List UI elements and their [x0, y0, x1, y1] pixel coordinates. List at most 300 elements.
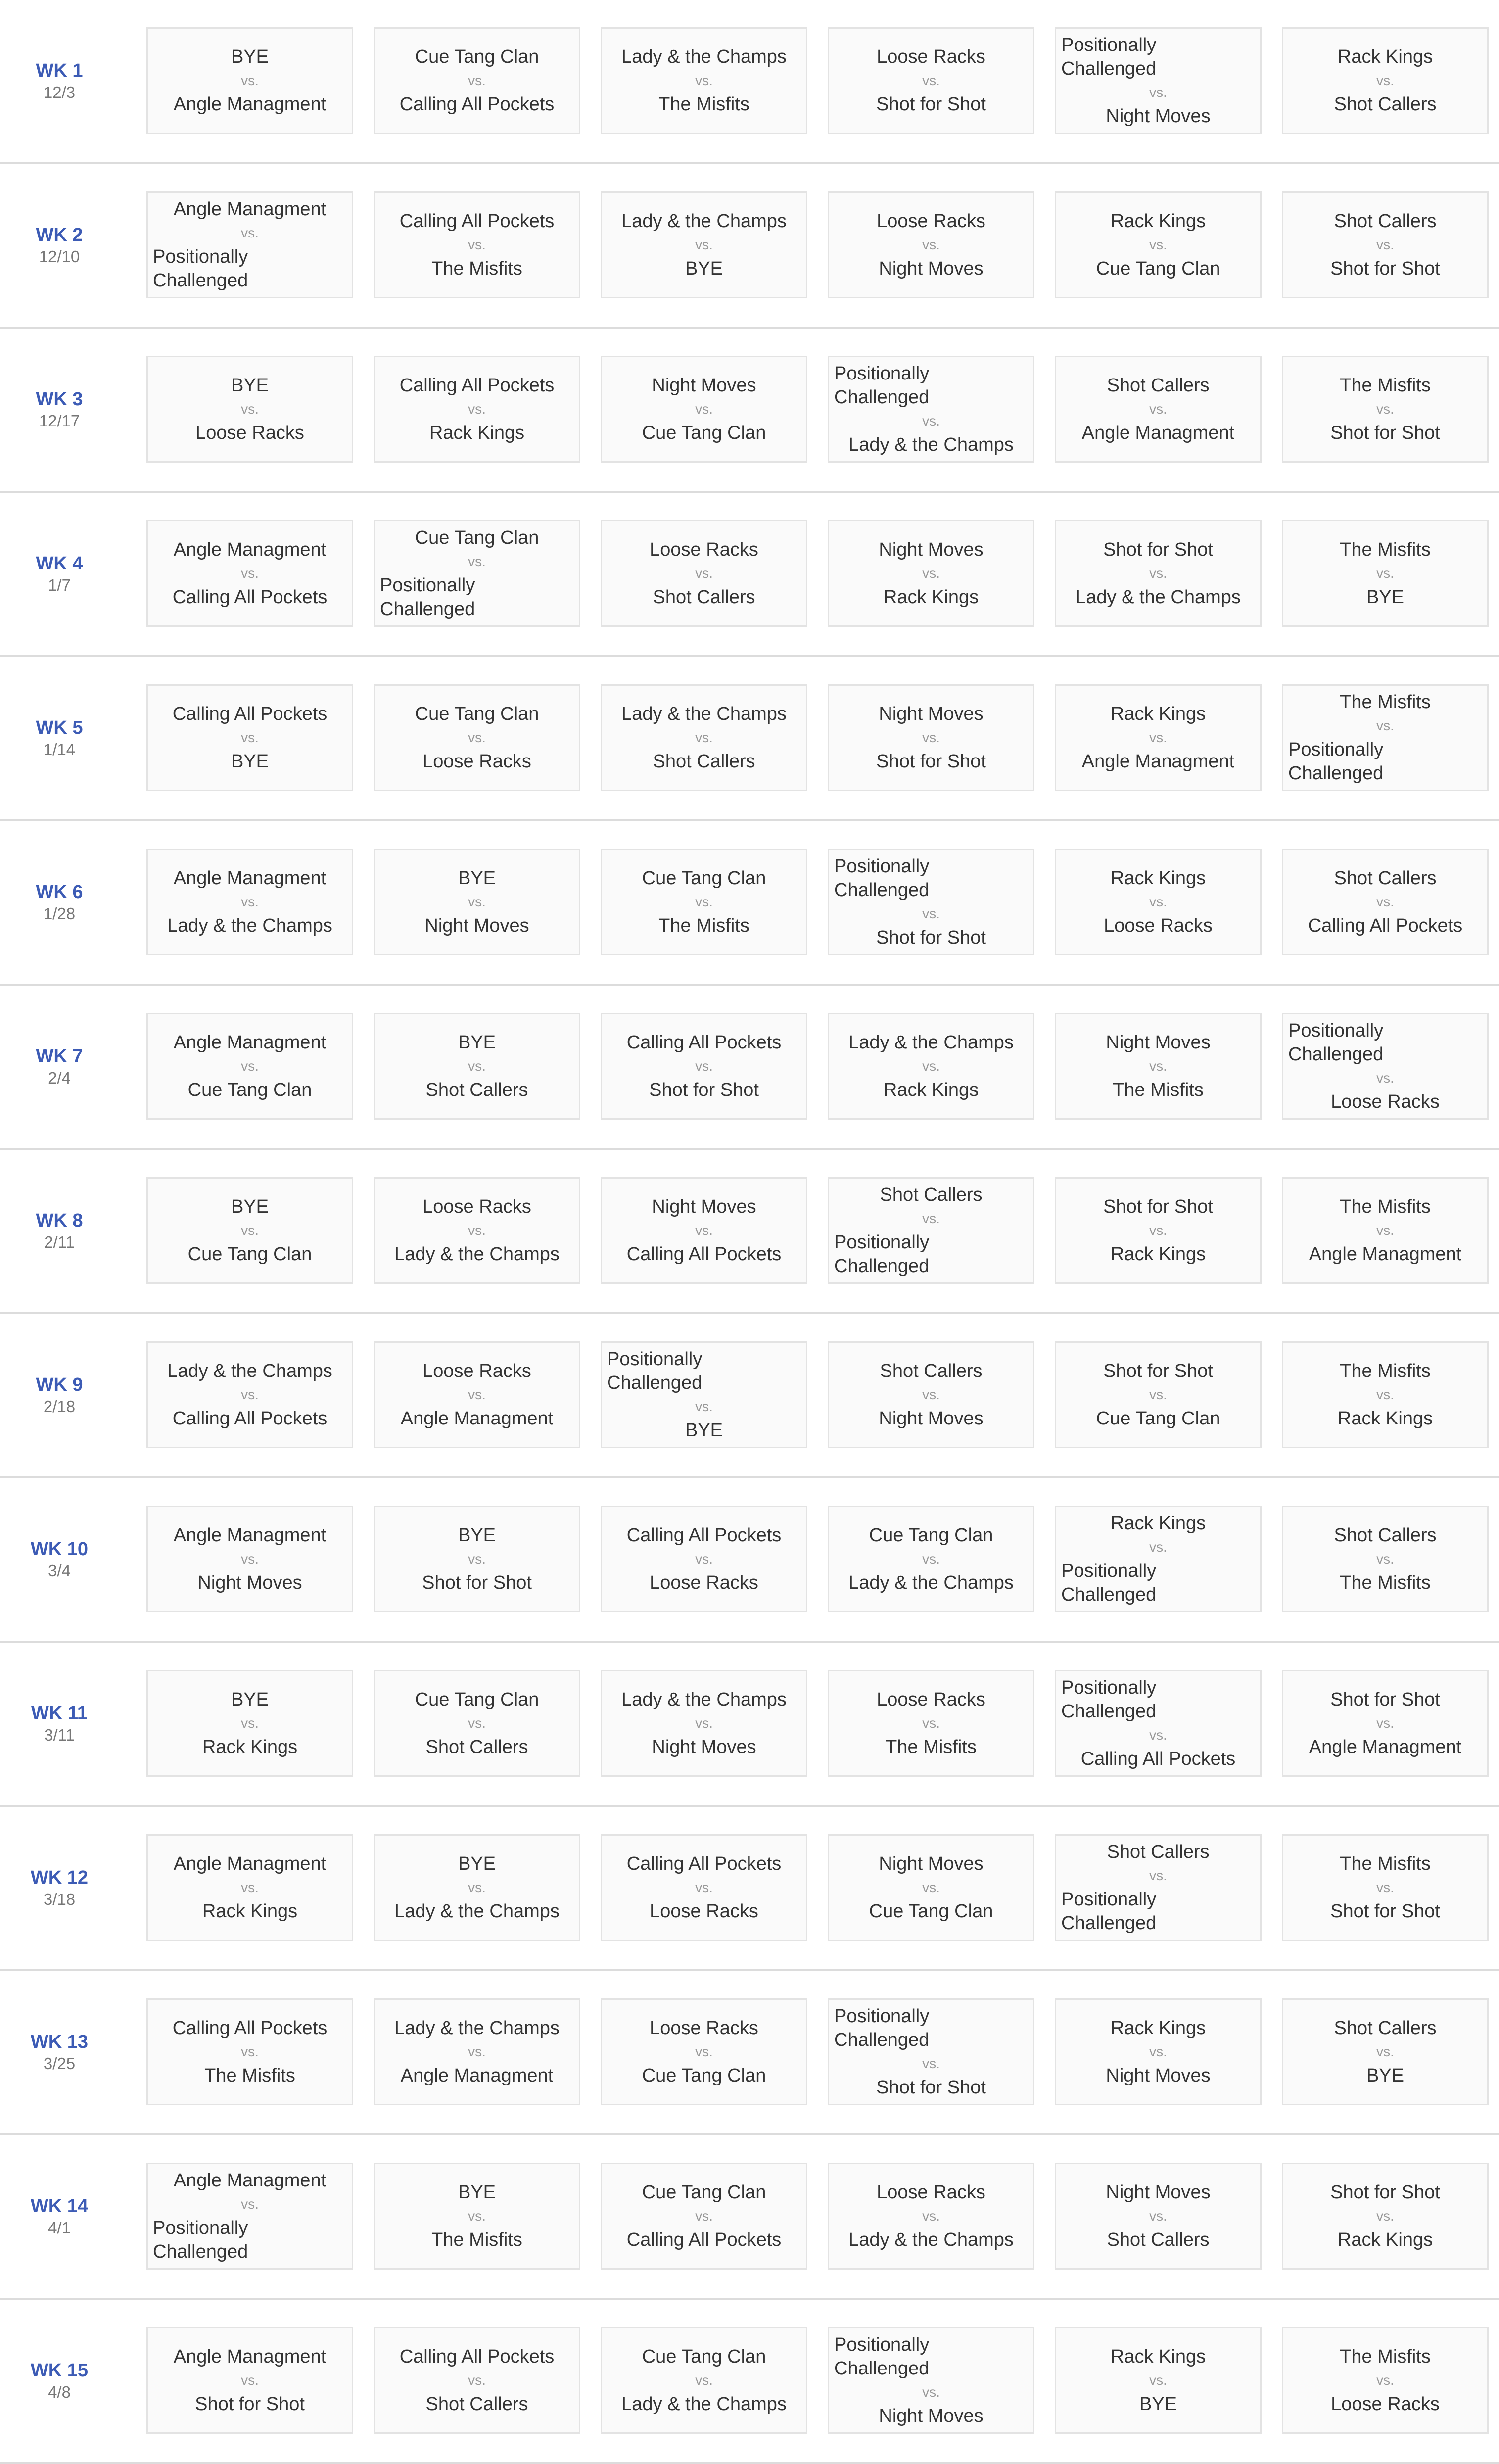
home-team: Night Moves [879, 1853, 984, 1874]
week-date: 1/14 [43, 740, 76, 758]
home-team: BYE [231, 375, 269, 396]
match-card [1282, 1834, 1489, 1941]
away-team: Shot Callers [1107, 2229, 1210, 2250]
away-team: Cue Tang Clan [869, 1901, 993, 1922]
away-team: Night Moves [1106, 106, 1211, 127]
versus-label: vs. [922, 1387, 940, 1402]
away-team: Rack Kings [1337, 2229, 1433, 2250]
home-team: Shot for Shot [1103, 539, 1213, 560]
match-card [601, 1013, 807, 1120]
away-team: Calling All Pockets [172, 587, 328, 608]
match-card [601, 1834, 807, 1941]
versus-label: vs. [695, 1399, 713, 1414]
match-card [146, 1013, 353, 1120]
home-team: Shot for Shot [1103, 1196, 1213, 1217]
match-card [374, 1177, 580, 1284]
match-card [601, 1506, 807, 1612]
versus-label: vs. [695, 894, 713, 909]
away-team: Rack Kings [1337, 1408, 1433, 1429]
versus-label: vs. [922, 1715, 940, 1731]
match-card [601, 1670, 807, 1777]
match-card [374, 356, 580, 463]
away-team: Rack Kings [202, 1901, 298, 1922]
away-team: Positionally Challenged [1061, 1561, 1157, 1605]
home-team: Rack Kings [1110, 1513, 1206, 1534]
home-team: Rack Kings [1110, 704, 1206, 724]
home-team: Calling All Pockets [626, 1525, 782, 1546]
week-date: 2/11 [44, 1233, 75, 1251]
versus-label: vs. [922, 2208, 940, 2224]
versus-label: vs. [922, 1211, 940, 1226]
versus-label: vs. [1149, 894, 1167, 909]
home-team: BYE [231, 47, 269, 67]
away-team: Rack Kings [883, 1080, 979, 1100]
away-team: Shot for Shot [876, 2077, 986, 2098]
match-card [601, 2163, 807, 2270]
week-label [0, 1807, 119, 1969]
home-team: BYE [458, 2182, 496, 2203]
week-date: 3/4 [48, 1562, 71, 1580]
home-team: Lady & the Champs [621, 211, 787, 232]
versus-label: vs. [241, 2044, 259, 2059]
versus-label: vs. [241, 1058, 259, 1074]
away-team: Calling All Pockets [1308, 915, 1463, 936]
match-card [1055, 27, 1262, 134]
match-card [374, 1341, 580, 1448]
match-card [374, 27, 580, 134]
home-team: Lady & the Champs [621, 47, 787, 67]
away-team: The Misfits [658, 94, 750, 115]
versus-label: vs. [922, 2056, 940, 2071]
versus-label: vs. [922, 413, 940, 428]
versus-label: vs. [241, 1387, 259, 1402]
home-team: Cue Tang Clan [415, 704, 539, 724]
week-row [0, 1150, 1499, 1314]
versus-label: vs. [1376, 1223, 1394, 1238]
home-team: Lady & the Champs [621, 704, 787, 724]
versus-label: vs. [695, 2208, 713, 2224]
match-card [374, 2163, 580, 2270]
week-date: 4/1 [48, 2219, 71, 2237]
away-team: Lady & the Champs [394, 1901, 560, 1922]
versus-label: vs. [922, 730, 940, 745]
away-team: Rack Kings [429, 423, 525, 443]
away-team: BYE [1139, 2394, 1177, 2415]
versus-label: vs. [468, 2208, 486, 2224]
week-row [0, 329, 1499, 493]
home-team: Night Moves [879, 539, 984, 560]
home-team: Cue Tang Clan [415, 1689, 539, 1710]
week-date: 12/3 [43, 83, 76, 101]
home-team: Loose Racks [650, 2018, 758, 2038]
away-team: Angle Managment [173, 94, 327, 115]
versus-label: vs. [1149, 2372, 1167, 2388]
week-number: WK 3 [36, 389, 83, 410]
versus-label: vs. [241, 1880, 259, 1895]
match-card [1282, 1341, 1489, 1448]
home-team: Shot Callers [1107, 1842, 1210, 1862]
versus-label: vs. [1376, 2208, 1394, 2224]
match-card [601, 1998, 807, 2105]
away-team: Calling All Pockets [1080, 1749, 1236, 1769]
away-team: Night Moves [424, 915, 529, 936]
away-team: Shot for Shot [876, 927, 986, 948]
week-row [0, 821, 1499, 986]
match-card [146, 1341, 353, 1448]
week-row [0, 2300, 1499, 2464]
week-label [0, 1643, 119, 1805]
week-date: 1/28 [43, 904, 76, 923]
match-card [828, 1177, 1034, 1284]
away-team: Cue Tang Clan [642, 423, 766, 443]
away-team: Shot for Shot [1330, 258, 1440, 279]
away-team: Cue Tang Clan [1096, 1408, 1220, 1429]
away-team: Rack Kings [202, 1737, 298, 1757]
week-number: WK 4 [36, 553, 83, 574]
match-card [146, 2327, 353, 2434]
away-team: Lady & the Champs [848, 434, 1014, 455]
away-team: Calling All Pockets [172, 1408, 328, 1429]
home-team: Lady & the Champs [621, 1689, 787, 1710]
home-team: Shot Callers [880, 1185, 983, 1205]
versus-label: vs. [1149, 2044, 1167, 2059]
home-team: Night Moves [879, 704, 984, 724]
away-team: Shot for Shot [876, 751, 986, 772]
home-team: BYE [458, 1853, 496, 1874]
away-team: Lady & the Champs [167, 915, 332, 936]
away-team: Night Moves [879, 2406, 984, 2426]
match-card [146, 1177, 353, 1284]
home-team: Rack Kings [1110, 2018, 1206, 2038]
match-card [1055, 191, 1262, 298]
versus-label: vs. [241, 894, 259, 909]
match-card [146, 1670, 353, 1777]
home-team: Angle Managment [173, 2346, 327, 2367]
away-team: BYE [231, 751, 269, 772]
away-team: The Misfits [886, 1737, 977, 1757]
week-number: WK 9 [36, 1374, 83, 1395]
match-card [1282, 849, 1489, 955]
away-team: The Misfits [658, 915, 750, 936]
versus-label: vs. [1149, 730, 1167, 745]
away-team: Cue Tang Clan [1096, 258, 1220, 279]
match-card [1055, 1013, 1262, 1120]
away-team: Night Moves [197, 1572, 302, 1593]
match-card [146, 356, 353, 463]
versus-label: vs. [468, 1880, 486, 1895]
home-team: Loose Racks [877, 211, 985, 232]
home-team: Cue Tang Clan [642, 2182, 766, 2203]
home-team: Calling All Pockets [172, 2018, 328, 2038]
week-number: WK 1 [36, 60, 83, 81]
versus-label: vs. [1149, 1387, 1167, 1402]
versus-label: vs. [1376, 2044, 1394, 2059]
match-card [828, 1834, 1034, 1941]
away-team: Angle Managment [400, 1408, 554, 1429]
away-team: Shot Callers [653, 751, 755, 772]
week-date: 4/8 [48, 2383, 71, 2401]
home-team: The Misfits [1340, 692, 1431, 712]
match-card [146, 1834, 353, 1941]
away-team: Night Moves [1106, 2065, 1211, 2086]
versus-label: vs. [241, 2372, 259, 2388]
home-team: BYE [231, 1196, 269, 1217]
versus-label: vs. [1149, 2208, 1167, 2224]
match-card [601, 1341, 807, 1448]
home-team: Night Moves [652, 1196, 756, 1217]
match-card [146, 684, 353, 791]
home-team: Angle Managment [173, 199, 327, 220]
week-date: 1/7 [48, 576, 71, 594]
versus-label: vs. [468, 730, 486, 745]
match-card [828, 520, 1034, 627]
match-card [601, 27, 807, 134]
week-number: WK 15 [30, 2360, 89, 2381]
away-team: BYE [1366, 587, 1405, 608]
versus-label: vs. [1376, 2372, 1394, 2388]
versus-label: vs. [695, 1058, 713, 1074]
versus-label: vs. [468, 237, 486, 252]
versus-label: vs. [468, 554, 486, 569]
home-team: Lady & the Champs [167, 1361, 332, 1381]
match-card [1055, 849, 1262, 955]
away-team: Lady & the Champs [1076, 587, 1241, 608]
home-team: Shot Callers [1334, 1525, 1437, 1546]
versus-label: vs. [1149, 1727, 1167, 1743]
week-row [0, 657, 1499, 821]
versus-label: vs. [1149, 85, 1167, 100]
away-team: Night Moves [652, 1737, 756, 1757]
versus-label: vs. [695, 1715, 713, 1731]
away-team: Night Moves [879, 1408, 984, 1429]
match-card [146, 1998, 353, 2105]
match-card [146, 520, 353, 627]
match-card [1055, 1998, 1262, 2105]
away-team: Shot for Shot [1330, 1901, 1440, 1922]
match-card [1282, 356, 1489, 463]
away-team: Positionally Challenged [380, 575, 475, 619]
match-card [828, 2163, 1034, 2270]
away-team: Cue Tang Clan [642, 2065, 766, 2086]
away-team: Angle Managment [1309, 1244, 1462, 1265]
match-card [1282, 2163, 1489, 2270]
versus-label: vs. [241, 401, 259, 417]
match-card [374, 2327, 580, 2434]
week-number: WK 10 [30, 1539, 89, 1560]
versus-label: vs. [1149, 237, 1167, 252]
home-team: Positionally Challenged [607, 1349, 703, 1393]
away-team: Lady & the Champs [848, 1572, 1014, 1593]
week-number: WK 7 [36, 1046, 83, 1067]
versus-label: vs. [468, 1715, 486, 1731]
week-row [0, 1971, 1499, 2135]
match-card [601, 684, 807, 791]
week-label [0, 2135, 119, 2298]
versus-label: vs. [468, 73, 486, 88]
away-team: Loose Racks [422, 751, 531, 772]
home-team: The Misfits [1340, 375, 1431, 396]
week-label [0, 986, 119, 1148]
versus-label: vs. [695, 730, 713, 745]
week-row [0, 493, 1499, 657]
away-team: The Misfits [1113, 1080, 1204, 1100]
home-team: Lady & the Champs [394, 2018, 560, 2038]
home-team: Shot Callers [1107, 375, 1210, 396]
versus-label: vs. [468, 894, 486, 909]
home-team: Shot Callers [1334, 211, 1437, 232]
match-card [1282, 1177, 1489, 1284]
away-team: Shot Callers [425, 1080, 528, 1100]
versus-label: vs. [468, 1551, 486, 1566]
home-team: Shot for Shot [1330, 1689, 1440, 1710]
away-team: Cue Tang Clan [187, 1244, 312, 1265]
match-card [374, 191, 580, 298]
versus-label: vs. [1376, 718, 1394, 733]
away-team: Loose Racks [1331, 1091, 1440, 1112]
week-date: 2/18 [43, 1397, 76, 1416]
away-team: Shot for Shot [876, 94, 986, 115]
away-team: Loose Racks [195, 423, 304, 443]
away-team: Loose Racks [1104, 915, 1213, 936]
versus-label: vs. [922, 566, 940, 581]
match-card [601, 520, 807, 627]
home-team: Positionally Challenged [834, 2334, 930, 2379]
away-team: Shot Callers [653, 587, 755, 608]
match-card [1055, 356, 1262, 463]
week-label [0, 1478, 119, 1641]
match-card [601, 849, 807, 955]
home-team: Loose Racks [877, 1689, 985, 1710]
match-card [828, 356, 1034, 463]
home-team: Loose Racks [422, 1361, 531, 1381]
home-team: Angle Managment [173, 539, 327, 560]
home-team: Cue Tang Clan [642, 2346, 766, 2367]
match-card [1055, 2327, 1262, 2434]
home-team: Angle Managment [173, 1853, 327, 1874]
match-card [601, 1177, 807, 1284]
week-number: WK 5 [36, 717, 83, 738]
versus-label: vs. [468, 1387, 486, 1402]
home-team: The Misfits [1340, 1196, 1431, 1217]
home-team: Cue Tang Clan [415, 47, 539, 67]
match-card [601, 356, 807, 463]
away-team: Angle Managment [400, 2065, 554, 2086]
match-card [374, 1670, 580, 1777]
away-team: The Misfits [204, 2065, 295, 2086]
match-card [828, 684, 1034, 791]
home-team: Night Moves [652, 375, 756, 396]
home-team: BYE [458, 868, 496, 889]
home-team: Angle Managment [173, 1032, 327, 1053]
week-row [0, 2135, 1499, 2300]
week-date: 2/4 [48, 1069, 71, 1087]
away-team: Positionally Challenged [1061, 1889, 1157, 1934]
versus-label: vs. [922, 906, 940, 921]
versus-label: vs. [1149, 1539, 1167, 1555]
week-date: 3/18 [43, 1890, 76, 1908]
match-card [828, 191, 1034, 298]
match-card [1055, 2163, 1262, 2270]
home-team: Cue Tang Clan [415, 527, 539, 548]
versus-label: vs. [468, 1058, 486, 1074]
week-label [0, 1971, 119, 2133]
home-team: Loose Racks [877, 47, 985, 67]
home-team: Calling All Pockets [399, 211, 555, 232]
match-card [828, 1670, 1034, 1777]
match-card [374, 1834, 580, 1941]
versus-label: vs. [1376, 1880, 1394, 1895]
away-team: Rack Kings [1110, 1244, 1206, 1265]
match-card [1282, 1506, 1489, 1612]
match-card [828, 2327, 1034, 2434]
home-team: BYE [231, 1689, 269, 1710]
versus-label: vs. [1376, 73, 1394, 88]
match-card [374, 1013, 580, 1120]
home-team: Loose Racks [877, 2182, 985, 2203]
match-card [1282, 2327, 1489, 2434]
home-team: Shot for Shot [1103, 1361, 1213, 1381]
week-row [0, 1478, 1499, 1643]
week-row [0, 1314, 1499, 1478]
away-team: Calling All Pockets [399, 94, 555, 115]
week-row [0, 1643, 1499, 1807]
home-team: Shot Callers [880, 1361, 983, 1381]
match-card [374, 684, 580, 791]
versus-label: vs. [695, 566, 713, 581]
away-team: Angle Managment [1309, 1737, 1462, 1757]
away-team: The Misfits [431, 2229, 522, 2250]
versus-label: vs. [1149, 1058, 1167, 1074]
versus-label: vs. [695, 73, 713, 88]
home-team: Cue Tang Clan [869, 1525, 993, 1546]
away-team: Lady & the Champs [848, 2229, 1014, 2250]
match-card [828, 849, 1034, 955]
versus-label: vs. [1376, 1715, 1394, 1731]
versus-label: vs. [241, 730, 259, 745]
versus-label: vs. [695, 2044, 713, 2059]
week-number: WK 13 [30, 2032, 89, 2052]
versus-label: vs. [922, 1551, 940, 1566]
versus-label: vs. [922, 237, 940, 252]
home-team: Positionally Challenged [834, 856, 930, 900]
versus-label: vs. [695, 237, 713, 252]
match-card [1055, 1341, 1262, 1448]
versus-label: vs. [1376, 237, 1394, 252]
home-team: The Misfits [1340, 1853, 1431, 1874]
home-team: Positionally Challenged [1061, 1677, 1157, 1722]
versus-label: vs. [1376, 1387, 1394, 1402]
home-team: The Misfits [1340, 539, 1431, 560]
week-label [0, 0, 119, 162]
versus-label: vs. [1149, 566, 1167, 581]
match-card [1282, 1998, 1489, 2105]
versus-label: vs. [695, 1223, 713, 1238]
home-team: Shot Callers [1334, 2018, 1437, 2038]
week-label [0, 821, 119, 984]
versus-label: vs. [1149, 1223, 1167, 1238]
versus-label: vs. [922, 1880, 940, 1895]
away-team: Positionally Challenged [834, 1232, 930, 1277]
away-team: Rack Kings [883, 587, 979, 608]
away-team: Positionally Challenged [1288, 739, 1384, 784]
home-team: Rack Kings [1110, 868, 1206, 889]
week-row [0, 0, 1499, 164]
versus-label: vs. [1376, 401, 1394, 417]
versus-label: vs. [1376, 1070, 1394, 1086]
home-team: Cue Tang Clan [642, 868, 766, 889]
versus-label: vs. [241, 1551, 259, 1566]
away-team: Loose Racks [1331, 2394, 1440, 2415]
